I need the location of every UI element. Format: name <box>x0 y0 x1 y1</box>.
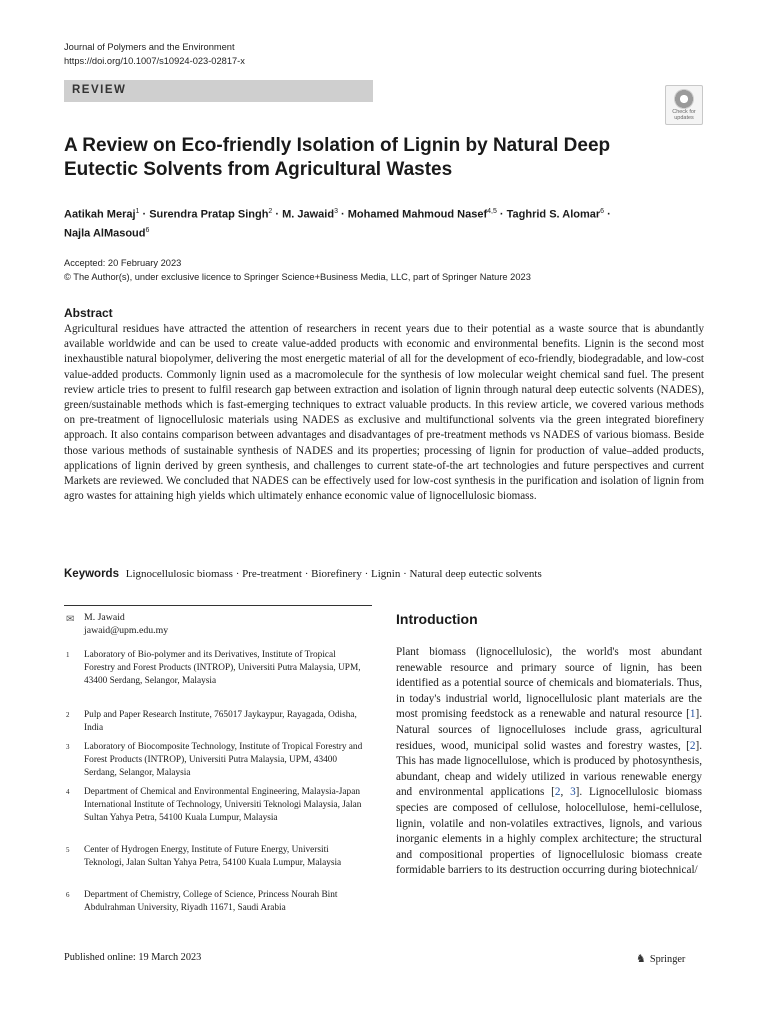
affiliation-number: 3 <box>66 743 70 751</box>
affiliation-text: Center of Hydrogen Energy, Institute of Future Energy, Universiti Teknologi, Jalan Sultan Yahya Petra, 54100 Kuala Lumpur, Malaysia <box>84 845 342 868</box>
section-label: REVIEW <box>72 84 127 96</box>
section-label-bar <box>64 80 373 102</box>
keywords-label: Keywords <box>64 568 119 580</box>
publisher-logo <box>636 952 685 965</box>
published-online-date: Published online: 19 March 2023 <box>64 952 202 963</box>
article-title: A Review on Eco-friendly Isolation of Lignin by Natural Deep Eutectic Solvents from Agricultural Wastes <box>64 135 611 180</box>
affiliation-text: Laboratory of Bio-polymer and its Derivatives, Institute of Tropical Forestry and Forest Products (INTROP), Universiti Putra Malaysia, UPM, 43400 Serdang, Selangor, Malaysia <box>84 650 361 686</box>
citation-link[interactable]: 1 <box>689 708 696 721</box>
affiliation-text: Department of Chemistry, College of Science, Princess Nourah Bint Abdulrahman University, Riyadh 11671, Saudi Arabia <box>84 890 338 913</box>
author-affiliation-number: 4,5 <box>487 208 497 215</box>
author-separator: · <box>496 208 507 221</box>
intro-text-segment: ]. Lignocellulosic biomass species are composed of cellulose, holocellulose, hemi-cellulose, lignin, volatile and non-volatiles extractives, lignols, and various inorganic elements in a highly complex architecture; the structural and compositional properties of lignocellulosic biomass create formidable barriers to its destruction occurring during biotechnical/ <box>396 786 702 877</box>
affiliation-text: Pulp and Paper Research Institute, 765017 Jaykaypur, Rayagada, Odisha, India <box>84 710 357 733</box>
affiliation-number: 2 <box>66 711 70 719</box>
footnote-divider <box>64 605 372 606</box>
affiliation-number: 5 <box>66 846 70 854</box>
affiliation-text: Department of Chemical and Environmental Engineering, Malaysia-Japan International Institute of Technology, Universiti Teknologi Malaysia, Jalan Sultan Yahya Petra, 54100 Kuala Lumpur, Malaysia <box>84 787 362 823</box>
author-name[interactable]: Surendra Pratap Singh <box>149 208 269 221</box>
envelope-icon: ✉ <box>66 614 75 625</box>
author-separator: · <box>139 208 150 221</box>
intro-text-segment: ]. Natural sources of lignocelluloses include grass, agricultural residues, wood, municipal solid wastes and forestry wastes, [ <box>396 708 702 752</box>
accepted-date: Accepted: 20 February 2023 <box>64 258 182 268</box>
check-for-updates-badge[interactable] <box>665 85 703 125</box>
article-dates <box>64 256 704 284</box>
check-updates-line-2: updates <box>674 115 694 121</box>
author-affiliation-number: 1 <box>135 208 140 215</box>
author-affiliation-number: 3 <box>334 208 338 215</box>
author-name[interactable]: M. Jawaid <box>282 208 335 221</box>
author-name[interactable]: Taghrid S. Alomar <box>506 208 601 221</box>
author-affiliation-number: 6 <box>600 208 605 215</box>
corresponding-author-name: M. Jawaid <box>84 612 125 623</box>
section-heading-introduction: Introduction <box>396 611 478 627</box>
intro-text-segment: Plant biomass (lignocellulosic), the world's most abundant renewable resource and primary source of lignin, has been identified as a potential source of chemicals and biomaterials. Thus, in today's industrial world, lignocellulosic plant materials are the most promising feedstock as a renewable and natural resource [ <box>396 646 702 721</box>
author-separator: · <box>337 208 348 221</box>
author-name[interactable]: Mohamed Mahmoud Nasef <box>347 208 488 221</box>
citation-link[interactable]: 2 <box>689 739 696 752</box>
author-separator: · <box>604 208 611 221</box>
check-updates-line-1: Check for <box>672 109 696 115</box>
intro-text-segment: , <box>560 786 571 799</box>
corresponding-author-email[interactable]: jawaid@upm.edu.my <box>84 625 169 636</box>
author-affiliation-number: 6 <box>145 226 150 234</box>
copyright-notice: © The Author(s), under exclusive licence to Springer Science+Business Media, LLC, part of Springer Nature 2023 <box>64 272 531 282</box>
affiliation-number: 4 <box>66 788 70 796</box>
author-list <box>64 204 704 241</box>
introduction-paragraph <box>396 645 702 879</box>
abstract-heading: Abstract <box>64 306 113 320</box>
author-name[interactable]: Aatikah Meraj <box>64 208 136 221</box>
intro-text-segment: ]. This has made lignocellulose, which is produced by photosynthesis, abundant, cheap and widely utilized in various renewable energy and environmental applications [ <box>396 739 702 799</box>
crossmark-icon <box>674 89 694 109</box>
publisher-name: Springer <box>649 954 686 965</box>
affiliation-number: 6 <box>66 891 70 899</box>
author-affiliation-number: 2 <box>268 208 273 215</box>
keywords-list: Lignocellulosic biomass · Pre-treatment · Biorefinery · Lignin · Natural deep eutectic solvents <box>125 568 542 580</box>
affiliation-text: Laboratory of Biocomposite Technology, Institute of Tropical Forestry and Forest Products (INTROP), Universiti Putra Malaysia, UPM, 43400 Serdang, Selangor, Malaysia <box>84 742 363 778</box>
abstract-text: Agricultural residues have attracted the attention of researchers in recent years due to their potential as a waste source that is abundantly available worldwide and can be used to create value-added products with economic and environmental benefits. Lignin is the second most inexhaustible natural biopolymer, delivering the most energetic material of all for the development of eco-friendly, biodegradable, and low-cost value-added products. Commonly lignin used as a macromolecule for the synthesis of low molecular weight chemical sand fuel. The present review article tries to present to fulfil research gap between extraction and isolation of lignin through natural deep eutectic solvents (NADES), green/sustainable methods which is fast-emerging techniques to extract valuable products. In this review article, we covered various methods on pre-treatment of lignocellulosic materials using NADES as exclusive and multifunctional solvents via the green integrated biorefinery approach. It also contains comparison between advantages and disadvantages of pre-treatment methods vs NADES of various biomass. Beside those various methods of sustainable synthesis of NADES and its properties; processing of lignin for production of value–added products, applications of lignin derived by green synthesis, and challenges to current state-of-the art technologies and future perspectives and current Markets are reviewed. We concluded that NADES can be effectively used for low-cost synthesis in the purification and isolation of lignin from agro wastes for attaining high yields which ultimately enhance economic value of lignocellulosic biomass. <box>64 323 704 503</box>
journal-name: Journal of Polymers and the Environment <box>64 42 235 52</box>
author-name[interactable]: Najla AlMasoud <box>64 227 146 240</box>
doi-link[interactable]: https://doi.org/10.1007/s10924-023-02817-x <box>64 56 245 66</box>
springer-horse-icon: ♞ <box>636 953 646 965</box>
citation-link[interactable]: 3 <box>570 786 576 799</box>
keywords <box>64 566 704 582</box>
affiliation-number: 1 <box>66 651 70 659</box>
citation-link[interactable]: 2 <box>554 786 561 799</box>
author-separator: · <box>272 208 283 221</box>
